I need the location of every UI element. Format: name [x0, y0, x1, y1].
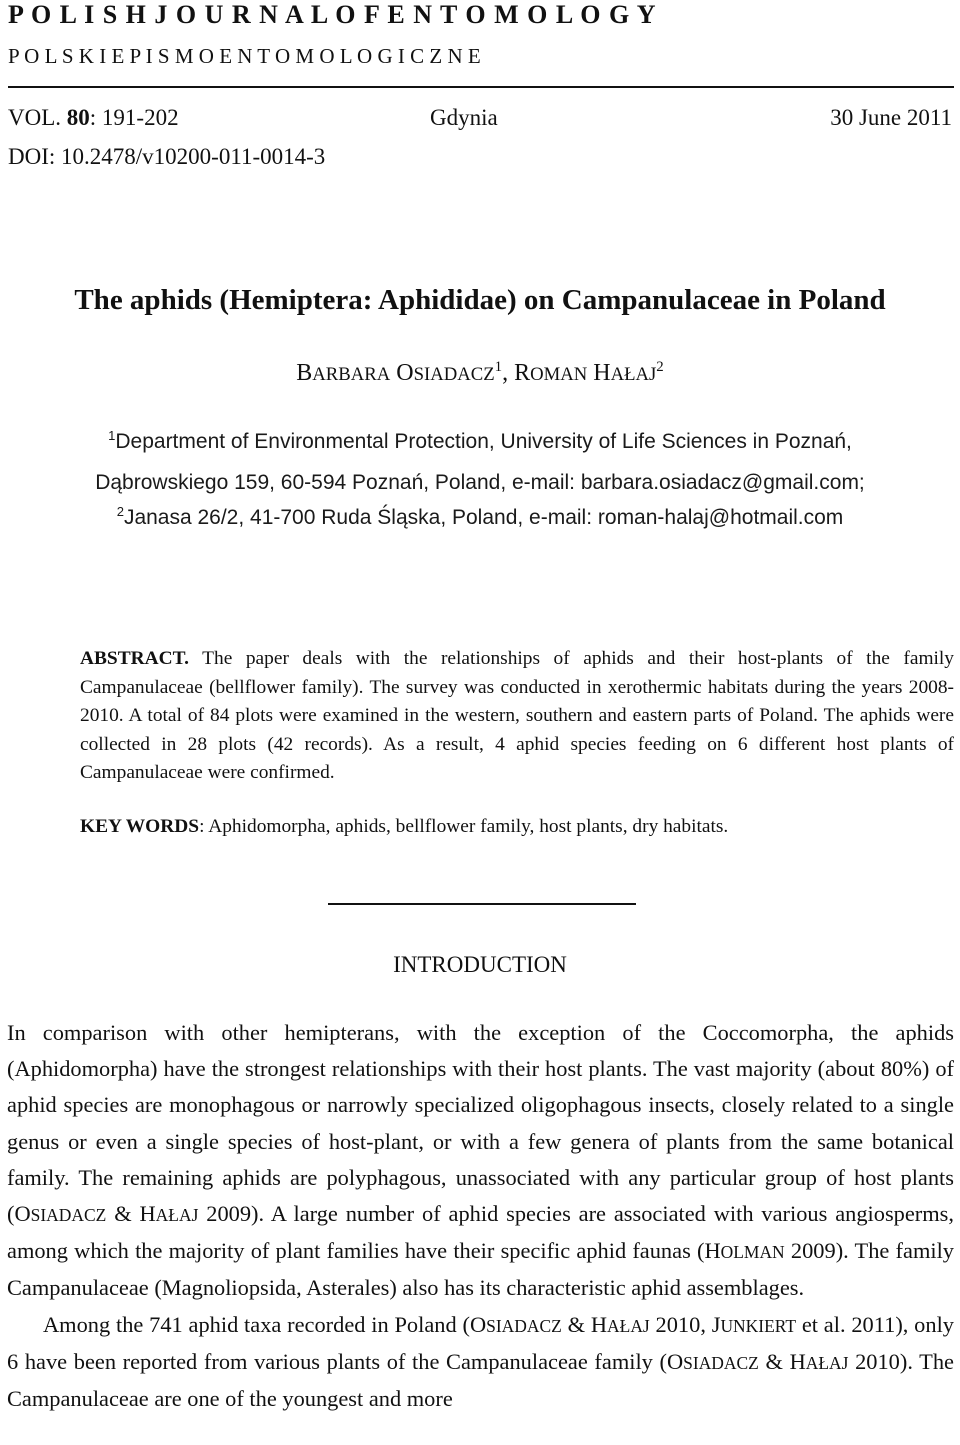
keywords	[80, 816, 728, 838]
header-rule	[8, 86, 954, 88]
author-2-first-initial: R	[514, 360, 531, 386]
cite-amp: &	[758, 1348, 790, 1374]
cite-initial: O	[469, 1311, 487, 1337]
citation-junkiert-2011	[712, 1312, 896, 1337]
cite-amp: &	[106, 1201, 140, 1227]
cite-rest: UNKIERT	[720, 1315, 797, 1336]
author-separator: ,	[502, 360, 515, 386]
author-1-first-initial: B	[296, 360, 313, 386]
author-1-last-initial: O	[396, 360, 414, 386]
journal-title: P O L I S H J O U R N A L O F E N T O M O L O G Y	[8, 0, 656, 29]
volume-pages: : 191-202	[89, 105, 179, 130]
affiliation-1-text: Department of Environmental Protection, University of Life Sciences in Poznań,	[115, 430, 852, 453]
citation-osiadacz-halaj-2009	[14, 1201, 251, 1226]
affiliation-line-2: Dąbrowskiego 159, 60-594 Poznań, Poland, e-mail: barbara.osiadacz@gmail.com;	[95, 471, 865, 494]
abstract-text: The paper deals with the relationships of aphids and their host-plants of the family Campanulaceae (bellflower family). The survey was conducted in xerothermic habitats during the years 2008-2010. A total of 84 plots were examined in the western, southern and eastern parts of Poland. The aphids were collected in 28 plots (42 records). As a result, 4 aphid species feeding on 6 different host plants of Campanulaceae were confirmed.	[80, 648, 954, 784]
citation-osiadacz-halaj-2010	[470, 1312, 712, 1337]
author-2-last-initial: H	[593, 360, 611, 386]
affiliation-2-text: Janasa 26/2, 41-700 Ruda Śląska, Poland, e-mail: roman-halaj@hotmail.com	[123, 506, 844, 529]
keywords-label: KEY WORDS	[80, 816, 200, 837]
cite-initial: H	[139, 1201, 156, 1227]
abstract-label: ABSTRACT.	[80, 648, 190, 669]
cite-amp: &	[561, 1311, 591, 1337]
affiliation-line-3	[0, 506, 960, 530]
introduction-paragraph-2	[7, 1307, 954, 1418]
volume-info	[8, 105, 179, 131]
author-1-first-rest: ARBARA	[312, 364, 391, 385]
author-2-last-rest: AŁAJ	[610, 364, 657, 385]
cite-year: 2009	[784, 1238, 836, 1264]
author-list	[0, 360, 960, 387]
cite-initial: H	[704, 1238, 721, 1264]
p2-text-c: ). The Campanulaceae are one of the youngest and more	[7, 1348, 954, 1412]
keywords-text: : Aphidomorpha, aphids, bellflower family, host plants, dry habitats.	[199, 816, 729, 837]
cite-initial: J	[711, 1311, 721, 1337]
article-title: The aphids (Hemiptera: Aphididae) on Campanulaceae in Poland	[74, 284, 886, 316]
cite-initial: O	[666, 1348, 684, 1374]
citation-osiadacz-halaj-2010-b	[667, 1349, 900, 1374]
cite-year: 2009	[198, 1201, 252, 1227]
cite-rest: SIADACZ	[683, 1352, 759, 1373]
author-1-affiliation-mark: 1	[494, 359, 503, 375]
publication-place: Gdynia	[430, 105, 498, 130]
cite-rest: AŁAJ	[805, 1352, 849, 1373]
introduction-paragraph-1	[7, 1015, 954, 1307]
cite-initial: O	[14, 1201, 31, 1227]
cite-rest: AŁAJ	[155, 1205, 199, 1226]
affiliation-line-1	[0, 430, 960, 454]
abstract	[80, 645, 954, 788]
citation-holman-2009	[704, 1238, 835, 1263]
publication-date: 30 June 2011	[830, 105, 952, 130]
cite-initial: H	[789, 1348, 806, 1374]
cite-year: 2010	[848, 1348, 900, 1374]
author-2	[514, 360, 664, 386]
doi: DOI: 10.2478/v10200-011-0014-3	[8, 144, 326, 169]
author-1-last-rest: SIADACZ	[413, 364, 495, 385]
section-separator	[328, 903, 636, 905]
p2-text-a: Among the 741 aphid taxa recorded in Poland (	[43, 1311, 470, 1337]
cite-rest: SIADACZ	[486, 1315, 562, 1336]
author-2-first-rest: OMAN	[530, 364, 588, 385]
cite-year: 2010,	[649, 1311, 712, 1337]
journal-title-polish: P O L S K I E P I S M O E N T O M O L O G I C Z N E	[8, 44, 481, 68]
p1-text-c: ). The family Campanulaceae (Magnoliopsida, Asterales) also has its characteristic aphid assemblages.	[7, 1238, 955, 1301]
introduction-body	[7, 1015, 954, 1417]
cite-rest: SIADACZ	[30, 1205, 107, 1226]
p2-text-b: ), only 6 have been reported from various plants of the Campanulaceae family (	[7, 1311, 954, 1374]
volume-prefix: VOL.	[8, 105, 67, 130]
cite-initial: H	[590, 1311, 608, 1337]
cite-rest: AŁAJ	[607, 1315, 650, 1336]
p1-text-b: ). A large number of aphid species are associated with various angiosperms, among which the majority of plant families have their specific aphid faunas (	[7, 1201, 954, 1264]
affiliation-2-mark: 2	[116, 504, 124, 519]
author-1	[296, 360, 514, 386]
affiliation-1-mark: 1	[108, 428, 116, 443]
volume-number: 80	[66, 105, 90, 130]
p1-text-a: In comparison with other hemipterans, with the exception of the Coccomorpha, the aphids (Aphidomorpha) have the strongest relationships with their host plants. The vast majority (about 80%) of aphid species are monophagous or narrowly specialized oligophagous insects, closely related to a single genus or even a single species of host-plant, or with a few genera of plants from the same botanical family. The remaining aphids are polyphagous, unassociated with any particular group of host plants (	[7, 1020, 954, 1227]
cite-year: et al. 2011	[796, 1311, 896, 1337]
introduction-heading: INTRODUCTION	[393, 952, 567, 977]
cite-rest: OLMAN	[720, 1242, 785, 1263]
author-2-affiliation-mark: 2	[656, 359, 664, 375]
